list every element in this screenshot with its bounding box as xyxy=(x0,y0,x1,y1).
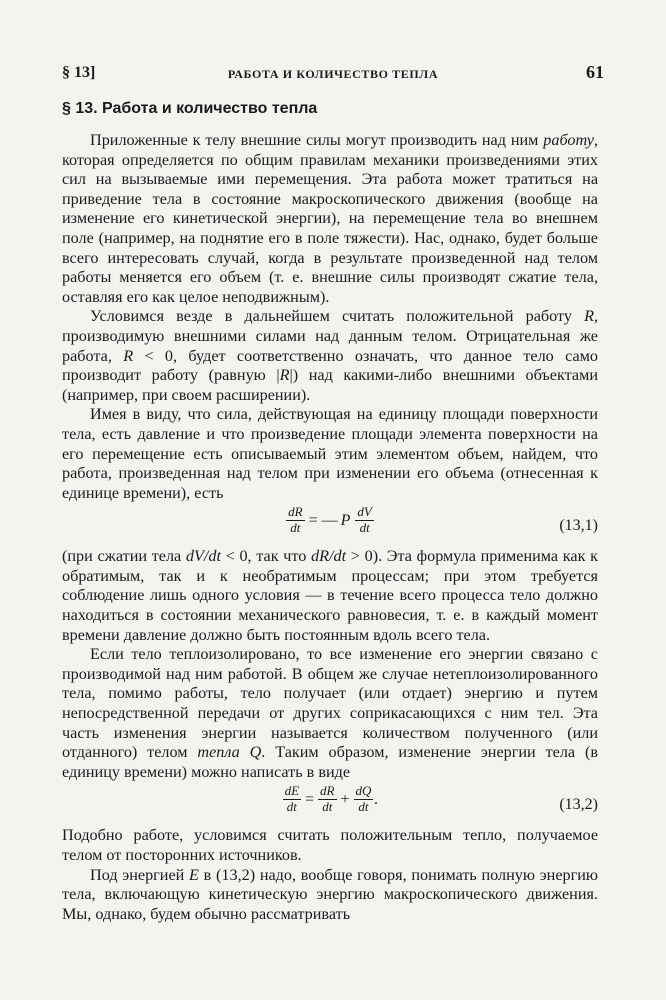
math-expr: dR/dt xyxy=(311,547,347,566)
paragraph-3: Имея в виду, что сила, действующая на единицу площади поверхности тела, есть давление и что произведение площади элемента поверхности на его перемещение есть описываемый этим элементом объем, найдем, что работа, произведенная над телом при изменении его объема (отнесенная к единице времени), есть xyxy=(62,405,598,502)
denominator: dt xyxy=(359,520,370,536)
denominator: dt xyxy=(358,799,369,815)
section-heading: § 13. Работа и количество тепла xyxy=(62,100,318,117)
equation-13-1 xyxy=(62,505,598,545)
text-run: , производимую внешними силами над данным телом. Отрицательная же работа, xyxy=(62,307,598,365)
emphasis-term: работу xyxy=(543,131,594,149)
text-run: (при сжатии тела xyxy=(62,547,186,566)
text-run: в (13,2) надо, вообще говоря, понимать полную энергию тела, включающую кинетическую энергию макроскопического движения. Мы, однако, будем обычно рассматривать xyxy=(62,865,598,923)
text-run: Если тело теплоизолировано, то все изменение его энергии связано с производимой над ним работой. В общем же случае нетеплоизолированного тела, помимо работы, тело получает (или отдает) энергию и путем непосредственной передачи от других соприкасающихся с ним тел. Эта часть изменения энергии называется количеством полученного (или отданного) телом xyxy=(62,645,598,762)
operator: + xyxy=(340,790,350,808)
equation-number: (13,2) xyxy=(559,796,598,814)
numerator: dQ xyxy=(355,783,372,799)
header-section-ref: § 13] xyxy=(62,64,96,81)
equation-13-2 xyxy=(62,784,598,824)
text-run: Под энергией xyxy=(90,865,190,884)
equation-expression xyxy=(62,784,598,815)
math-var: R xyxy=(279,366,290,385)
text-run: < 0, будет соответственно означать, что данное тело само производит работу (равную | xyxy=(62,346,598,385)
math-var: E xyxy=(189,865,199,884)
page-number: 61 xyxy=(586,62,604,82)
text-run: > 0). Эта формула применима как к обратимым, так и к необратимым процессам; при этом требуется соблюдение лишь одного условия — в течение всего процесса тело должно находиться в состоянии механического равновесия, т. е. в каждый момент времени давление должно быть постоянным вдоль всего тела. xyxy=(62,547,598,644)
paragraph-6: Подобно работе, условимся считать положительным тепло, получаемое телом от посторонних источников. xyxy=(62,826,598,864)
text-run: |) над какими-либо внешними объектами (например, при своем расширении). xyxy=(62,366,598,404)
fraction xyxy=(354,784,374,815)
numerator: dV xyxy=(357,504,372,520)
math-var: R xyxy=(584,307,594,326)
text-run: , которая определяется по общим правилам механики произведениями этих сил на вызываемые ими перемещения. Эта работа может тратиться на приведение тела в состояние макроскопического движения (вообще на изменение его кинетической энергии), на перемещение тела во внешнем поле (например, на поднятие его в поле тяжести). Нас, однако, будет больше всего интересовать случай, когда в результате произведенной над телом работы меняется его объем (т. е. внешние силы производят сжатие тела, оставляя его как целое неподвижным). xyxy=(62,131,598,306)
text-run: Приложенные к телу внешние силы могут производить над ним xyxy=(90,131,544,149)
denominator: dt xyxy=(322,799,333,815)
numerator: dR xyxy=(288,504,303,520)
fraction xyxy=(286,505,304,536)
equation-expression xyxy=(62,505,598,536)
paragraph-1 xyxy=(62,131,598,307)
fraction xyxy=(355,505,373,536)
operator: = — xyxy=(308,511,338,529)
body-text xyxy=(62,131,598,924)
paragraph-7 xyxy=(62,866,598,925)
numerator: dR xyxy=(320,783,335,799)
equation-number: (13,1) xyxy=(559,517,598,535)
math-var: R xyxy=(123,346,134,365)
text-run: . Таким образом, изменение энергии тела (в единицу времени) можно написать в виде xyxy=(62,743,598,781)
denominator: dt xyxy=(290,520,301,536)
header-chapter-title: РАБОТА И КОЛИЧЕСТВО ТЕПЛА xyxy=(227,67,439,81)
paragraph-4 xyxy=(62,547,598,645)
math-var: P xyxy=(340,511,351,529)
fraction xyxy=(283,784,301,815)
operator: = xyxy=(305,790,315,808)
text-run: Условимся везде в дальнейшем считать положительной работу xyxy=(90,307,585,326)
text-run: < 0, так что xyxy=(220,547,312,566)
paragraph-5 xyxy=(62,645,598,782)
paragraph-2 xyxy=(62,307,598,405)
emphasis-term: тепла Q xyxy=(197,743,262,762)
math-expr: dV/dt xyxy=(185,547,221,566)
denominator: dt xyxy=(286,799,297,815)
running-header xyxy=(62,62,604,86)
punctuation: . xyxy=(374,790,379,808)
numerator: dE xyxy=(284,783,300,799)
fraction xyxy=(318,784,336,815)
